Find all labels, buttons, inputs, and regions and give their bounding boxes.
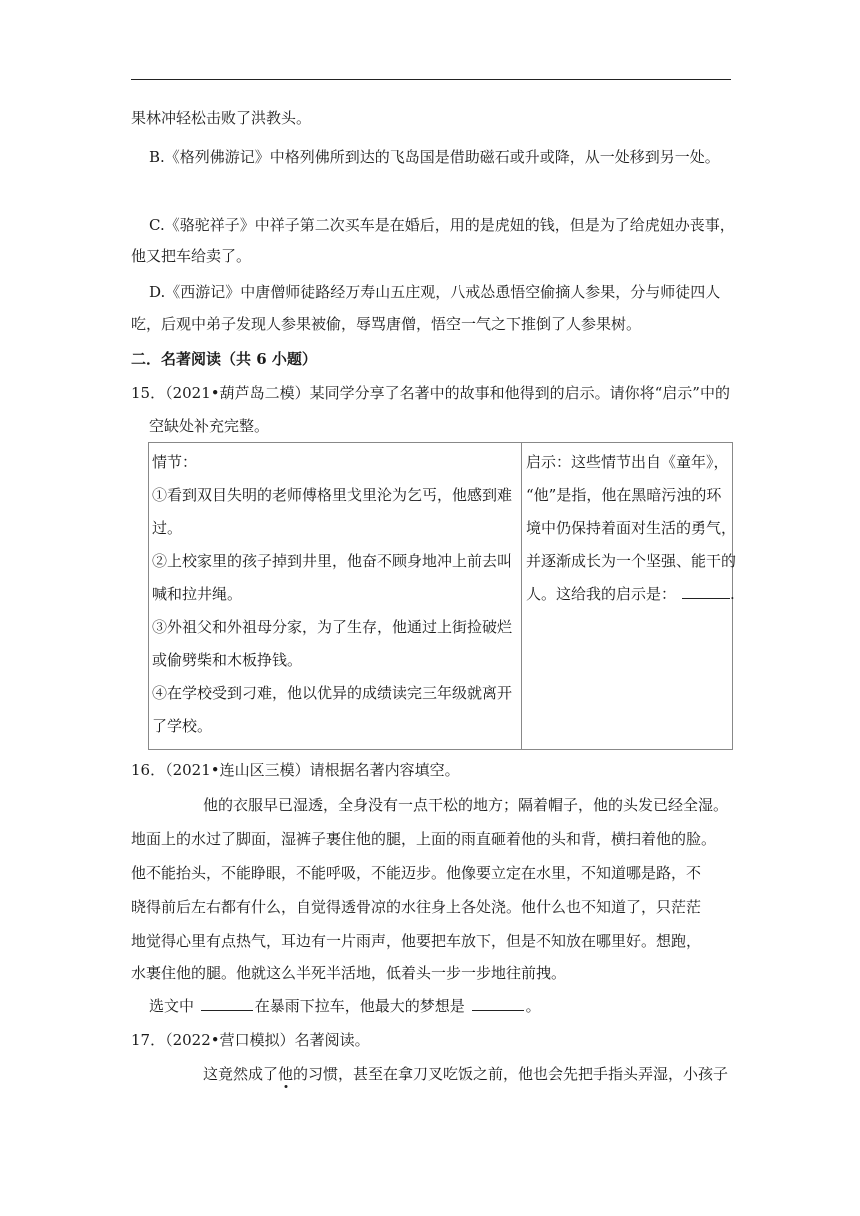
q17-stem: 17．（2022•营口模拟）名著阅读。 (131, 1031, 370, 1049)
q17-passage-line (203, 1064, 728, 1084)
q16-passage-line: 晓得前后左右都有什么，自觉得透骨凉的水往身上各处浇。他什么也不知道了，只茫茫 (131, 898, 702, 916)
insight-line: 境中仍保持着面对生活的勇气， (526, 519, 737, 537)
q16-passage-line: 地面上的水过了脚面，湿裤子裹住他的腿，上面的雨直砸着他的头和背，横扫着他的脸。 (131, 830, 717, 848)
answer-blank[interactable] (472, 996, 524, 1011)
emphasis-dot-char: 他 (278, 1065, 294, 1083)
plot-line: 喊和拉井绳。 (152, 585, 243, 603)
plot-line: 了学校。 (152, 717, 213, 735)
insight-line: “他”是指，他在黑暗污浊的环 (526, 486, 722, 504)
fill-text-b: 在暴雨下拉车，他最大的梦想是 (254, 997, 465, 1015)
answer-blank[interactable] (682, 584, 730, 599)
answer-blank[interactable] (201, 996, 253, 1011)
insight-period: . (730, 585, 735, 603)
q16-fill-line (149, 996, 541, 1016)
plot-line: 过。 (152, 519, 183, 537)
prev-option-continuation: 果林冲轻松击败了洪教头。 (131, 109, 312, 127)
fill-text-c: 。 (525, 997, 541, 1015)
q15-stem-line2: 空缺处补充完整。 (149, 417, 270, 435)
option-d-line1: D.《西游记》中唐僧师徒路经万寿山五庄观，八戒怂恿悟空偷摘人参果，分与师徒四人 (149, 283, 721, 301)
plot-line: ②上校家里的孩子掉到井里，他奋不顾身地冲上前去叫 (152, 552, 513, 570)
insight-line: 启示：这些情节出自《童年》， (526, 453, 729, 471)
q15-plot-table (148, 442, 737, 750)
option-c-line1: C.《骆驼祥子》中祥子第二次买车是在婚后，用的是虎妞的钱，但是为了给虎妞办丧事， (149, 216, 735, 234)
plot-line: ①看到双目失明的老师傅格里戈里沦为乞丐，他感到难 (152, 486, 513, 504)
plot-line: 或偷劈柴和木板挣钱。 (152, 651, 303, 669)
option-b: B.《格列佛游记》中格列佛所到达的飞岛国是借助磁石或升或降，从一处移到另一处。 (149, 148, 720, 166)
plot-line: ④在学校受到刁难，他以优异的成绩读完三年级就离开 (152, 684, 513, 702)
header-rule (131, 79, 731, 80)
insight-cell (522, 443, 737, 750)
q16-passage-line: 水裹住他的腿。他就这么半死半活地，低着头一步一步地往前拽。 (131, 964, 567, 982)
q15-stem-line1: 15．（2021•葫芦岛二模）某同学分享了名著中的故事和他得到的启示。请你将“启示”中的 (131, 384, 730, 402)
plot-line: 情节： (152, 453, 198, 471)
insight-line: 并逐渐成长为一个坚强、能干的 (526, 552, 737, 570)
q16-passage-line: 他的衣服早已湿透，全身没有一点干松的地方；隔着帽子，他的头发已经全湿。 (203, 796, 729, 814)
q17-text-b: 的习惯，甚至在拿刀叉吃饭之前，他也会先把手指头弄湿，小孩子 (293, 1065, 729, 1083)
section-title: 二．名著阅读（共 6 小题） (131, 350, 317, 368)
fill-text-a: 选文中 (149, 997, 195, 1015)
insight-line-last (526, 584, 735, 604)
plot-cell (149, 443, 522, 750)
q16-stem: 16．（2021•连山区三模）请根据名著内容填空。 (131, 761, 460, 779)
q16-passage-line: 他不能抬头，不能睁眼，不能呼吸，不能迈步。他像要立定在水里，不知道哪是路，不 (131, 864, 702, 882)
option-d-line2: 吃，后观中弟子发现人参果被偷，辱骂唐僧，悟空一气之下推倒了人参果树。 (131, 315, 642, 333)
plot-line: ③外祖父和外祖母分家，为了生存，他通过上街捡破烂 (152, 618, 513, 636)
q17-text-a: 这竟然成了 (203, 1065, 279, 1083)
q16-passage-line: 地觉得心里有点热气，耳边有一片雨声，他要把车放下，但是不知放在哪里好。想跑， (131, 932, 702, 950)
insight-text: 人。这给我的启示是： (526, 585, 677, 603)
option-c-line2: 他又把车给卖了。 (131, 247, 252, 265)
